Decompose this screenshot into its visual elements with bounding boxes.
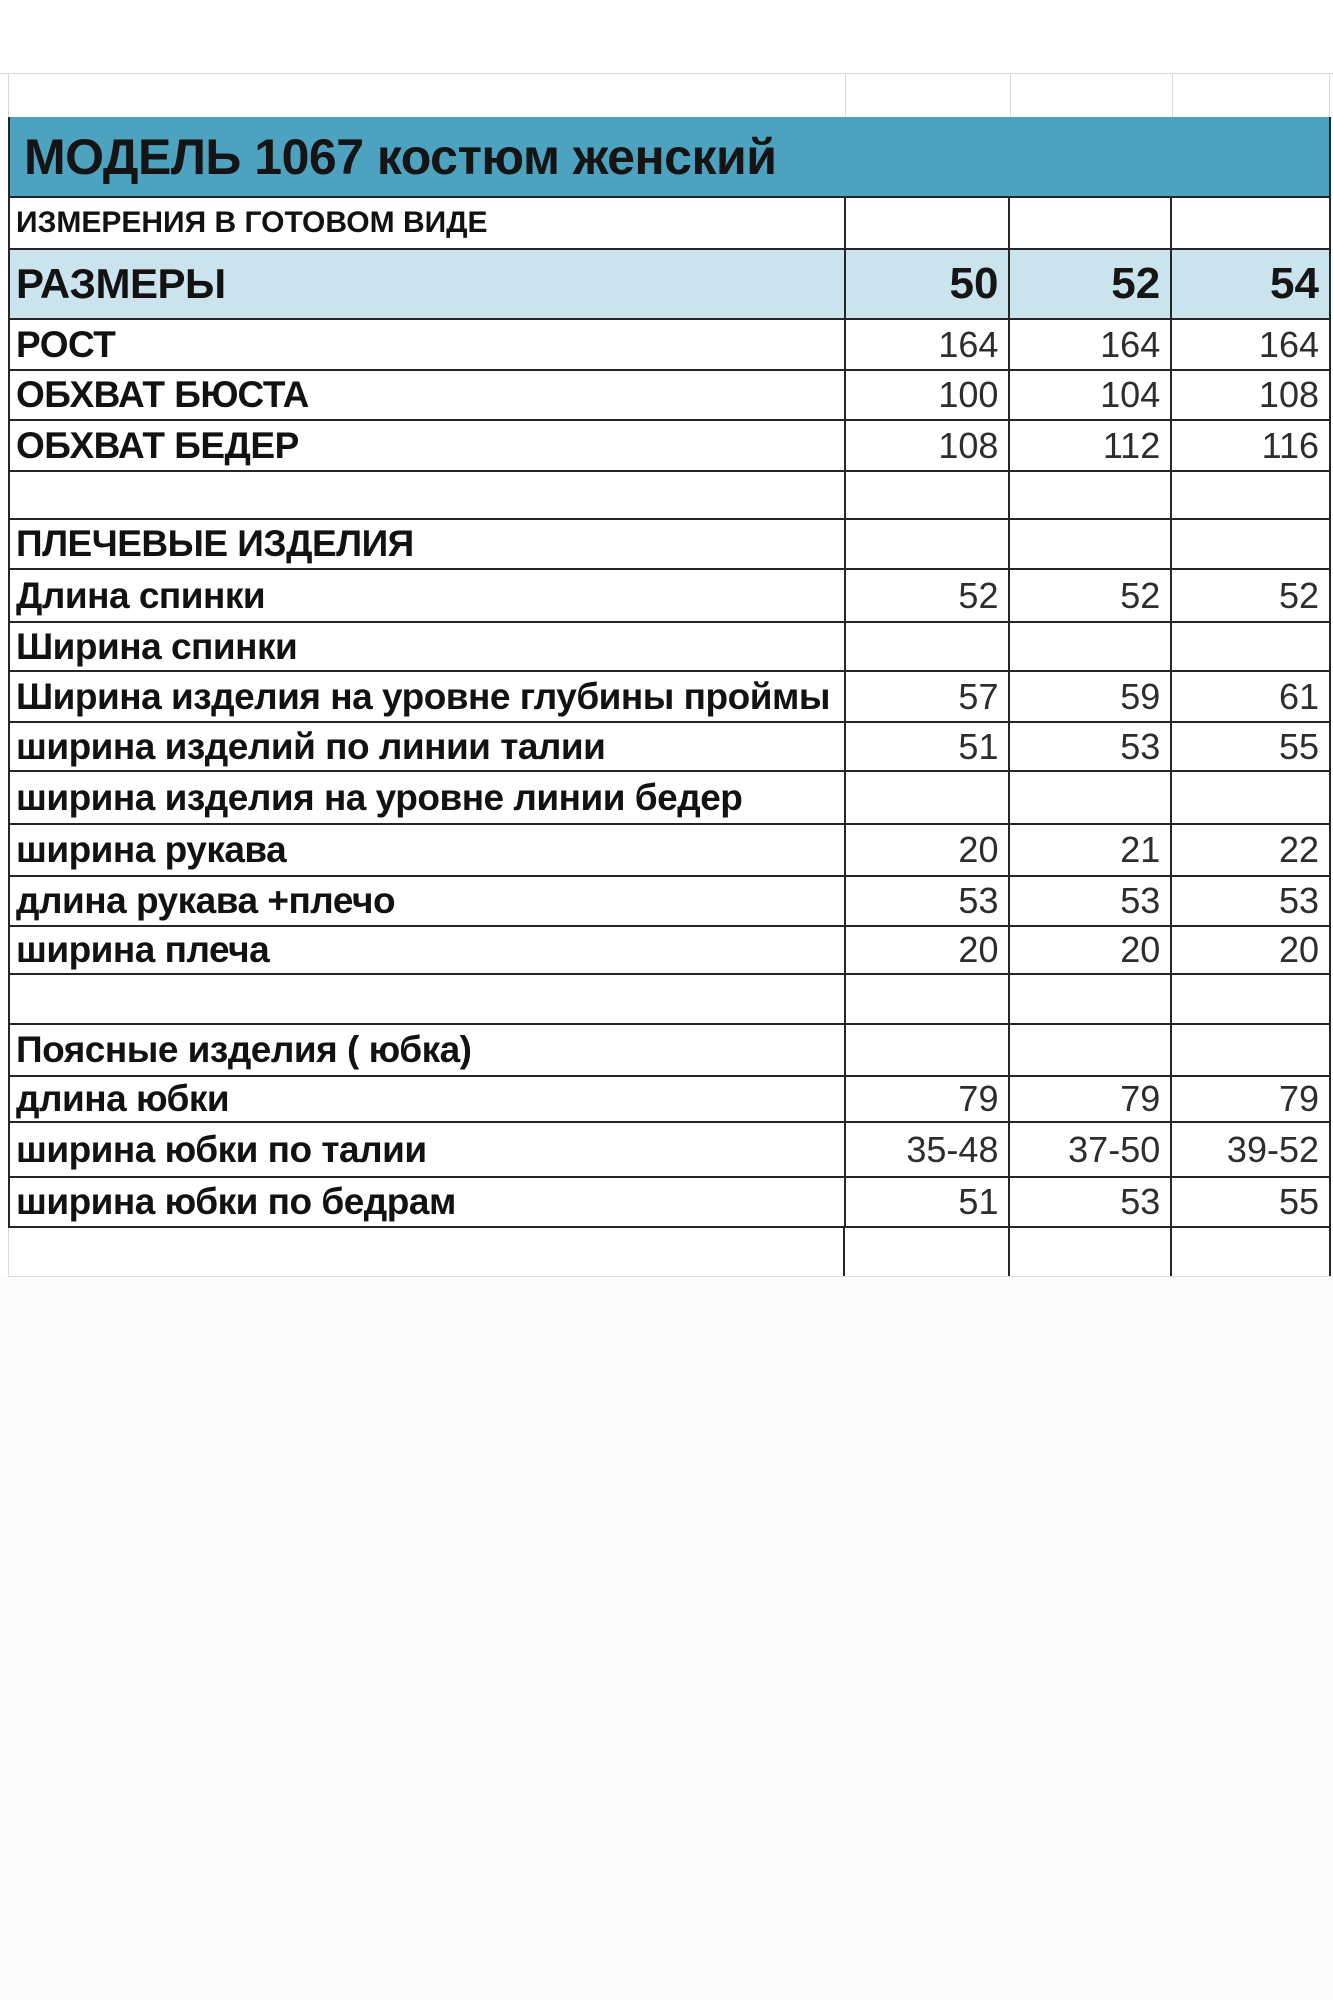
table-row [8,927,1331,975]
value-cell [846,772,1011,823]
value-cell: 22 [1172,825,1331,875]
row-label [10,472,846,518]
section-label: ПЛЕЧЕВЫЕ ИЗДЕЛИЯ [10,520,846,568]
page-title: МОДЕЛЬ 1067 костюм женский [10,117,1331,196]
row-label: Длина спинки [10,570,846,621]
row-label: ширина плеча [10,927,846,973]
value-cell: 164 [1172,320,1331,369]
value-cell: 79 [1010,1077,1172,1121]
value-cell: 53 [1010,723,1172,770]
empty-cell [1010,198,1172,248]
empty-cell [846,198,1011,248]
value-cell: 52 [1172,570,1331,621]
gridline [8,73,9,117]
value-cell [1010,1025,1172,1075]
table-row-sizes-header [8,250,1331,320]
value-cell: 55 [1172,723,1331,770]
row-label: ширина юбки по бедрам [10,1178,846,1226]
gridline [1172,73,1173,117]
value-cell [846,623,1011,670]
table-row [8,1178,1331,1228]
value-cell: 51 [846,723,1011,770]
value-cell: 20 [846,825,1011,875]
table-row-subtitle [8,198,1331,250]
value-cell [1172,472,1331,518]
value-cell: 20 [1172,927,1331,973]
value-cell: 21 [1010,825,1172,875]
row-label: Ширина спинки [10,623,846,670]
table-row [8,877,1331,927]
section-label: Поясные изделия ( юбка) [10,1025,846,1075]
gridline [845,73,846,117]
page-background [0,1277,1333,2000]
table-row-spacer [8,1228,1331,1277]
sizes-header-label: РАЗМЕРЫ [10,250,846,318]
gridline [1329,73,1330,117]
value-cell: 53 [1010,877,1172,925]
value-cell: 53 [1010,1178,1172,1226]
value-cell: 79 [1172,1077,1331,1121]
value-cell [1010,772,1172,823]
table-row [8,570,1331,623]
value-cell: 55 [1172,1178,1331,1226]
value-cell: 164 [1010,320,1172,369]
value-cell [1172,1025,1331,1075]
row-label: ОБХВАТ БЕДЕР [10,421,846,470]
value-cell: 164 [846,320,1011,369]
value-cell [846,520,1011,568]
table-row [8,371,1331,421]
table-row-title [8,117,1331,198]
value-cell: 61 [1172,672,1331,721]
value-cell [1172,975,1331,1023]
value-cell: 53 [1172,877,1331,925]
value-cell: 112 [1010,421,1172,470]
value-cell: 52 [846,570,1011,621]
value-cell: 20 [1010,927,1172,973]
table-row [8,723,1331,772]
row-label: длина юбки [10,1077,846,1121]
size-column-header: 54 [1172,250,1331,318]
value-cell [1172,520,1331,568]
value-cell: 20 [846,927,1011,973]
table-row-section [8,1025,1331,1077]
table-row [8,623,1331,672]
row-label: длина рукава +плечо [10,877,846,925]
value-cell [845,1228,1010,1276]
row-label: ОБХВАТ БЮСТА [10,371,846,419]
row-label: РОСТ [10,320,846,369]
value-cell: 39-52 [1172,1123,1331,1176]
value-cell [1172,772,1331,823]
table-row [8,672,1331,723]
value-cell: 116 [1172,421,1331,470]
value-cell [1010,520,1172,568]
table-row [8,772,1331,825]
value-cell [846,975,1011,1023]
value-cell [1010,1228,1172,1276]
gridline [1010,73,1011,117]
table-row-spacer [8,975,1331,1025]
value-cell: 108 [1172,371,1331,419]
table-row [8,1077,1331,1123]
value-cell [846,1025,1011,1075]
row-label: ширина рукава [10,825,846,875]
size-chart-table [8,117,1331,1277]
table-row-section [8,520,1331,570]
value-cell: 51 [846,1178,1011,1226]
gridline [0,73,1333,74]
size-column-header: 52 [1010,250,1172,318]
value-cell: 104 [1010,371,1172,419]
value-cell: 100 [846,371,1011,419]
row-label: Ширина изделия на уровне глубины проймы [10,672,846,721]
row-label: ширина изделий по линии талии [10,723,846,770]
value-cell [846,472,1011,518]
empty-cell [1172,198,1331,248]
value-cell: 79 [846,1077,1011,1121]
table-row [8,421,1331,472]
value-cell: 35-48 [846,1123,1011,1176]
value-cell [1172,623,1331,670]
table-row [8,320,1331,371]
table-row [8,1123,1331,1178]
subtitle-label: ИЗМЕРЕНИЯ В ГОТОВОМ ВИДЕ [10,198,846,248]
value-cell: 53 [846,877,1011,925]
table-row [8,825,1331,877]
value-cell: 59 [1010,672,1172,721]
value-cell: 57 [846,672,1011,721]
table-row-spacer [8,472,1331,520]
value-cell [1010,623,1172,670]
row-label [10,975,846,1023]
value-cell [1010,472,1172,518]
value-cell: 37-50 [1010,1123,1172,1176]
value-cell: 52 [1010,570,1172,621]
value-cell [1172,1228,1331,1276]
value-cell [1010,975,1172,1023]
value-cell: 108 [846,421,1011,470]
size-column-header: 50 [846,250,1011,318]
row-label: ширина изделия на уровне линии бедер [10,772,846,823]
row-label: ширина юбки по талии [10,1123,846,1176]
row-label [9,1228,845,1276]
